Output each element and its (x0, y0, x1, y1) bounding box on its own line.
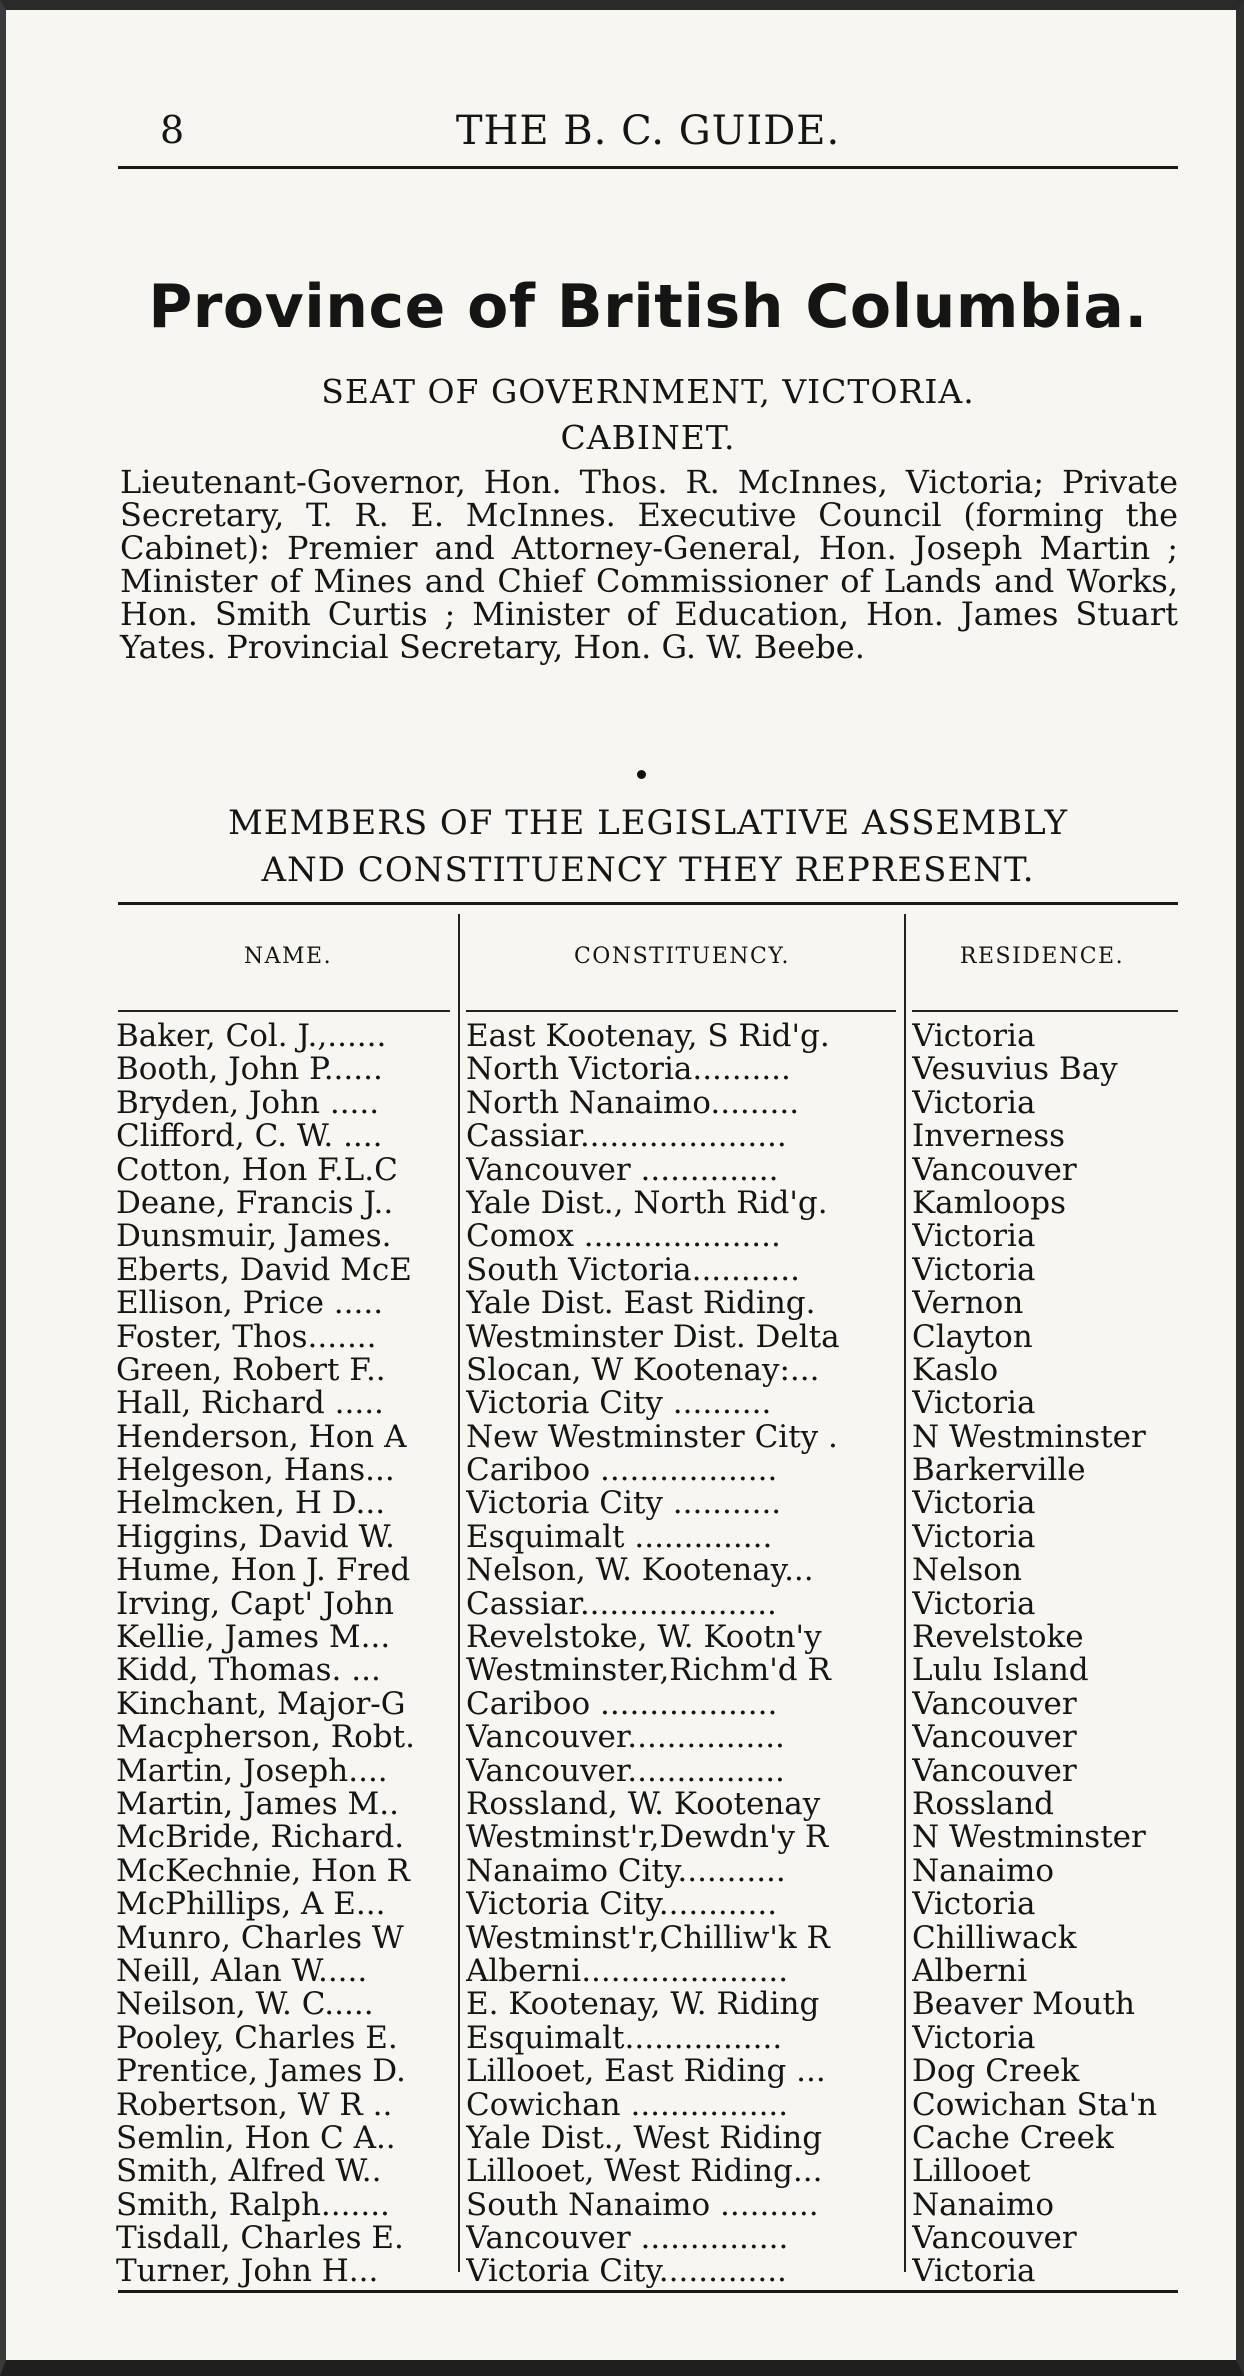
table-row (114, 2055, 1184, 2088)
constituency-cell: Esquimalt................ (466, 2021, 783, 2056)
residence-cell: Victoria (912, 1888, 1036, 1922)
table-row (114, 1755, 1184, 1788)
member-name-cell: Martin, James M.. (116, 1787, 399, 1822)
constituency-cell: Revelstoke, W. Kootn'y (466, 1621, 822, 1655)
ornament-dot (637, 770, 646, 779)
table-row (114, 1554, 1184, 1587)
constituency-cell: Esquimalt .............. (466, 1520, 773, 1555)
table-row (114, 1254, 1184, 1287)
members-heading (118, 800, 1178, 894)
table-row (114, 2122, 1184, 2155)
member-name-cell: Prentice, James D. (116, 2055, 406, 2089)
table-row (114, 1087, 1184, 1120)
column-header-constituency: CONSTITUENCY. (573, 944, 791, 969)
table-row (114, 1988, 1184, 2021)
residence-cell: Kamloops (912, 1186, 1067, 1221)
section-heading: Province of British Columbia. (148, 272, 1148, 342)
constituency-cell: Victoria City............ (466, 1888, 778, 1922)
member-name-cell: Clifford, C. W. .... (116, 1120, 383, 1154)
member-name-cell: Bryden, John ..... (116, 1086, 380, 1121)
residence-cell: Victoria (912, 1487, 1036, 1521)
constituency-cell: New Westminster City . (466, 1420, 838, 1455)
header-underline (912, 1010, 1178, 1012)
residence-cell: Victoria (912, 1587, 1036, 1622)
table-row (114, 1621, 1184, 1654)
table-row (114, 1053, 1184, 1086)
member-name-cell: Higgins, David W. (116, 1520, 395, 1555)
member-name-cell: McKechnie, Hon R (116, 1854, 410, 1889)
constituency-cell: Lillooet, West Riding... (466, 2155, 823, 2189)
members-heading-line-2: AND CONSTITUENCY THEY REPRESENT. (261, 850, 1035, 890)
residence-cell: Dog Creek (912, 2055, 1080, 2089)
residence-cell: Barkerville (912, 1454, 1086, 1488)
constituency-cell: Rossland, W. Kootenay (466, 1787, 821, 1822)
page-title: THE B. C. GUIDE. (455, 108, 841, 154)
residence-cell: Nanaimo (912, 1854, 1055, 1889)
table-row (114, 2022, 1184, 2055)
constituency-cell: Vancouver .............. (466, 1153, 779, 1187)
header-underline (118, 1010, 450, 1012)
table-row (114, 1688, 1184, 1721)
table-row (114, 2089, 1184, 2122)
seat-of-government: SEAT OF GOVERNMENT, VICTORIA. (321, 372, 975, 411)
residence-cell: N Westminster (912, 1821, 1146, 1855)
member-name-cell: Dunsmuir, James. (116, 1220, 392, 1254)
residence-cell: Nanaimo (912, 2188, 1055, 2223)
constituency-cell: Yale Dist., North Rid'g. (466, 1186, 828, 1221)
residence-cell: Lillooet (912, 2155, 1031, 2189)
table-row (114, 1287, 1184, 1320)
page-header (118, 100, 1178, 160)
constituency-cell: North Nanaimo......... (466, 1086, 800, 1121)
constituency-cell: Cassiar..................... (466, 1120, 787, 1154)
residence-cell: Victoria (912, 1220, 1036, 1254)
member-name-cell: Neilson, W. C..... (116, 1988, 374, 2022)
table-row (114, 1788, 1184, 1821)
table-top-rule (118, 902, 1178, 905)
page-number: 8 (160, 108, 185, 152)
member-name-cell: Robertson, W R .. (116, 2088, 393, 2122)
member-name-cell: Hall, Richard ..... (116, 1387, 384, 1421)
table-row (114, 1487, 1184, 1520)
member-name-cell: McPhillips, A E... (116, 1888, 386, 1922)
member-name-cell: Foster, Thos....... (116, 1320, 377, 1354)
members-heading-line-1: MEMBERS OF THE LEGISLATIVE ASSEMBLY (227, 803, 1069, 843)
member-name-cell: McBride, Richard. (116, 1821, 405, 1855)
constituency-cell: Cassiar.................... (466, 1587, 777, 1622)
member-name-cell: Tisdall, Charles E. (116, 2222, 404, 2256)
table-bottom-rule (118, 2290, 1178, 2293)
residence-cell: Victoria (912, 1253, 1036, 1288)
member-name-cell: Semlin, Hon C A.. (116, 2121, 396, 2156)
member-name-cell: Munro, Charles W (116, 1921, 404, 1955)
table-row (114, 1120, 1184, 1153)
constituency-cell: Westminster Dist. Delta (466, 1320, 840, 1354)
residence-cell: Kaslo (912, 1353, 999, 1388)
member-name-cell: Smith, Ralph....... (116, 2188, 390, 2223)
constituency-cell: Nelson, W. Kootenay... (466, 1554, 814, 1588)
member-name-cell: Helgeson, Hans... (116, 1454, 395, 1488)
residence-cell: Victoria (912, 1086, 1036, 1121)
constituency-cell: East Kootenay, S Rid'g. (466, 1020, 830, 1054)
constituency-cell: Nanaimo City........... (466, 1854, 786, 1889)
constituency-cell: Comox .................... (466, 1220, 781, 1254)
table-row (114, 1654, 1184, 1687)
residence-cell: Vancouver (912, 1754, 1077, 1788)
residence-cell: Beaver Mouth (912, 1988, 1135, 2022)
table-row (114, 1454, 1184, 1487)
residence-cell: Lulu Island (912, 1654, 1089, 1688)
constituency-cell: E. Kootenay, W. Riding (466, 1988, 820, 2022)
residence-cell: Victoria (912, 2021, 1036, 2056)
member-name-cell: Hume, Hon J. Fred (116, 1554, 411, 1588)
constituency-cell: South Victoria........... (466, 1253, 800, 1288)
member-name-cell: Neill, Alan W..... (116, 1954, 368, 1989)
constituency-cell: Slocan, W Kootenay:... (466, 1353, 820, 1388)
table-row (114, 1354, 1184, 1387)
member-name-cell: Macpherson, Robt. (116, 1721, 415, 1755)
table-row (114, 2155, 1184, 2188)
member-name-cell: Cotton, Hon F.L.C (116, 1153, 398, 1187)
constituency-cell: Vancouver................ (466, 1721, 785, 1755)
table-row (114, 1421, 1184, 1454)
residence-cell: Chilliwack (912, 1921, 1077, 1955)
residence-cell: Vancouver (912, 1721, 1077, 1755)
cabinet-paragraph: Lieutenant-Governor, Hon. Thos. R. McInnes, Victoria; Private Secretary, T. R. E. McInnes. Executive Council (forming the Cabinet): Premier and Attorney-General, Hon. Joseph Martin ; Minister of Mines and Chief Commissioner of Lands and Works, Hon. Smith Curtis ; Minister of Education, Hon. James Stuart Yates. Provincial Secretary, Hon. G. W. Beebe. (120, 463, 1178, 666)
table-row (114, 1888, 1184, 1921)
table-row (114, 2189, 1184, 2222)
residence-cell: Cache Creek (912, 2121, 1114, 2156)
table-row (114, 1588, 1184, 1621)
constituency-cell: Alberni..................... (466, 1954, 789, 1989)
table-row (114, 1387, 1184, 1420)
residence-cell: Rossland (912, 1787, 1055, 1822)
residence-cell: Victoria (912, 2255, 1036, 2289)
member-name-cell: Eberts, David McE (116, 1253, 412, 1288)
constituency-cell: Vancouver................ (466, 1754, 785, 1788)
residence-cell: Victoria (912, 1520, 1036, 1555)
constituency-cell: Westminst'r,Dewdn'y R (466, 1821, 829, 1855)
residence-cell: Vancouver (912, 2222, 1077, 2256)
table-row (114, 1855, 1184, 1888)
table-row (114, 1020, 1184, 1053)
member-name-cell: Smith, Alfred W.. (116, 2155, 382, 2189)
member-name-cell: Kidd, Thomas. ... (116, 1654, 381, 1688)
members-table (114, 1020, 1184, 2289)
constituency-cell: Lillooet, East Riding ... (466, 2055, 826, 2089)
member-name-cell: Turner, John H... (116, 2255, 379, 2289)
residence-cell: Vancouver (912, 1153, 1077, 1187)
table-row (114, 2222, 1184, 2255)
constituency-cell: Cariboo .................. (466, 1454, 778, 1488)
member-name-cell: Booth, John P...... (116, 1053, 383, 1087)
residence-cell: Nelson (912, 1554, 1022, 1588)
member-name-cell: Kinchant, Major-G (116, 1687, 406, 1722)
residence-cell: Clayton (912, 1320, 1033, 1354)
column-header-residence: RESIDENCE. (959, 944, 1125, 969)
member-name-cell: Deane, Francis J.. (116, 1186, 394, 1221)
member-name-cell: Martin, Joseph.... (116, 1754, 388, 1788)
member-name-cell: Henderson, Hon A (116, 1420, 407, 1455)
residence-cell: Inverness (912, 1120, 1066, 1154)
constituency-cell: Victoria City ........... (466, 1487, 782, 1521)
residence-cell: Victoria (912, 1387, 1036, 1421)
table-row (114, 1220, 1184, 1253)
member-name-cell: Irving, Capt' John (116, 1587, 394, 1622)
table-row (114, 1955, 1184, 1988)
residence-cell: Alberni (912, 1954, 1028, 1989)
member-name-cell: Baker, Col. J.,...... (116, 1020, 387, 1054)
constituency-cell: Victoria City .......... (466, 1387, 772, 1421)
residence-cell: Revelstoke (912, 1621, 1084, 1655)
member-name-cell: Helmcken, H D... (116, 1487, 386, 1521)
residence-cell: N Westminster (912, 1420, 1146, 1455)
table-row (114, 1321, 1184, 1354)
residence-cell: Vernon (912, 1287, 1024, 1321)
member-name-cell: Green, Robert F.. (116, 1353, 386, 1388)
constituency-cell: Victoria City............. (466, 2255, 787, 2289)
constituency-cell: Cariboo .................. (466, 1687, 778, 1722)
header-rule (118, 166, 1178, 169)
header-underline (466, 1010, 896, 1012)
residence-cell: Cowichan Sta'n (912, 2088, 1158, 2122)
constituency-cell: Westminst'r,Chilliw'k R (466, 1921, 830, 1955)
table-row (114, 1187, 1184, 1220)
column-header-name: NAME. (243, 944, 333, 969)
table-row (114, 1821, 1184, 1854)
member-name-cell: Kellie, James M... (116, 1621, 391, 1655)
table-row (114, 1721, 1184, 1754)
residence-cell: Victoria (912, 1020, 1036, 1054)
constituency-cell: Cowichan ................ (466, 2088, 789, 2122)
constituency-cell: Yale Dist. East Riding. (466, 1287, 816, 1321)
table-row (114, 1521, 1184, 1554)
constituency-cell: Westminster,Richm'd R (466, 1654, 831, 1688)
table-row (114, 2255, 1184, 2288)
constituency-cell: North Victoria.......... (466, 1053, 791, 1087)
constituency-cell: South Nanaimo .......... (466, 2188, 819, 2223)
residence-cell: Vesuvius Bay (912, 1053, 1118, 1087)
constituency-cell: Vancouver ............... (466, 2222, 789, 2256)
member-name-cell: Pooley, Charles E. (116, 2021, 398, 2056)
table-row (114, 1154, 1184, 1187)
constituency-cell: Yale Dist., West Riding (466, 2121, 823, 2156)
table-row (114, 1922, 1184, 1955)
member-name-cell: Ellison, Price ..... (116, 1287, 384, 1321)
residence-cell: Vancouver (912, 1687, 1077, 1722)
cabinet-heading: CABINET. (560, 418, 736, 457)
